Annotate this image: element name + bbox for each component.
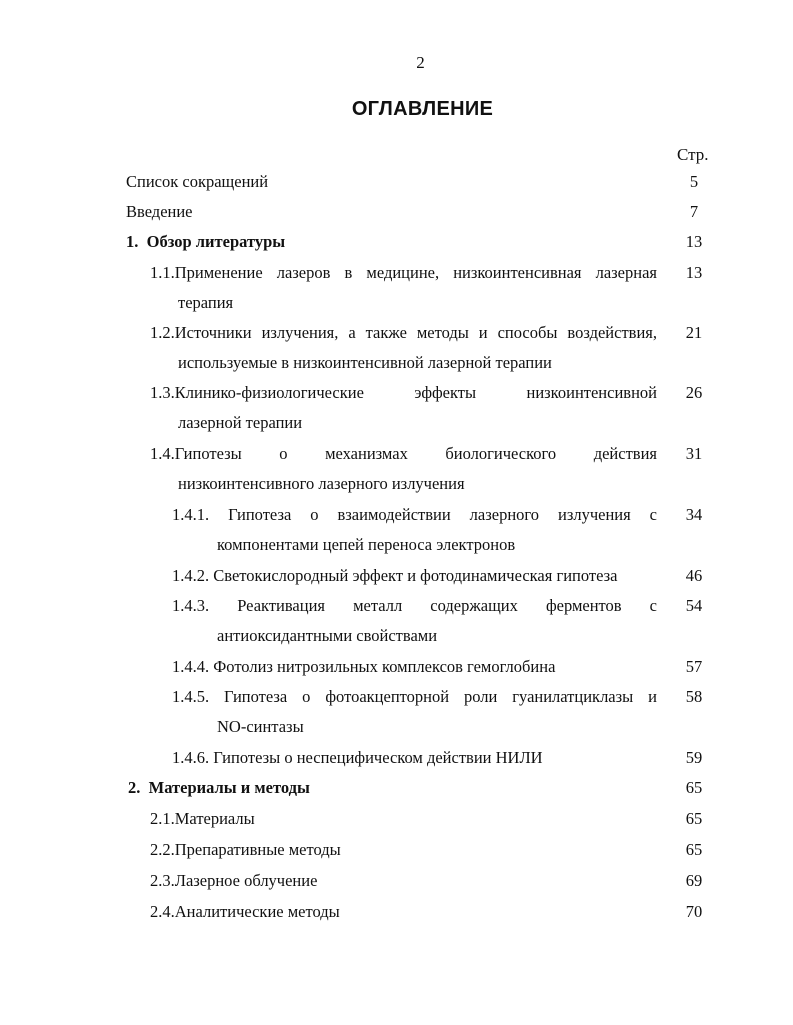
toc-entry-1-4-1[interactable]: [0, 500, 793, 560]
toc-entry-2-3[interactable]: [0, 866, 793, 896]
toc-entry-text-continued: компонентами цепей переноса электронов: [217, 535, 516, 554]
toc-entry-text: 1. Обзор литературы: [126, 232, 286, 251]
toc-entry-text: 2.3.Лазерное облучение: [150, 871, 318, 890]
toc-entry-text: Введение: [126, 202, 193, 221]
toc-entry-1-2[interactable]: [0, 318, 793, 378]
toc-entry-1-4-2[interactable]: [0, 561, 793, 591]
toc-entry-page: 7: [689, 202, 699, 221]
toc-entry-text-continued: NO-синтазы: [217, 717, 304, 736]
toc-entry-page: 34: [685, 505, 703, 524]
page-number: 2: [416, 53, 425, 72]
toc-entry-page: 69: [685, 871, 703, 890]
toc-entry-text: 1.1.Применение лазеров в медицине, низкоинтенсивная лазерная: [150, 263, 657, 282]
toc-entry-text: 1.2.Источники излучения, а также методы и способы воздействия,: [150, 323, 657, 342]
toc-entry-2-1[interactable]: [0, 804, 793, 834]
toc-entry-1-4-5[interactable]: [0, 682, 793, 742]
toc-entry-2-4[interactable]: [0, 897, 793, 927]
toc-entry-page: 70: [685, 902, 703, 921]
toc-entry-page: 5: [689, 172, 699, 191]
toc-entry-page: 31: [685, 444, 703, 463]
pages-column-header: Стр.: [677, 145, 709, 164]
toc-entry-text-continued: низкоинтенсивного лазерного излучения: [178, 474, 465, 493]
toc-entry-text: 1.4.4. Фотолиз нитрозильных комплексов гемоглобина: [172, 657, 556, 676]
toc-entry-text: 2.4.Аналитические методы: [150, 902, 340, 921]
toc-entry-page: 65: [685, 778, 703, 797]
toc-entry-text-continued: используемые в низкоинтенсивной лазерной терапии: [178, 353, 552, 372]
toc-entry-page: 13: [685, 263, 703, 282]
toc-entry-page: 46: [685, 566, 703, 585]
toc-entry-text: Список сокращений: [126, 172, 269, 191]
toc-entry-page: 58: [685, 687, 703, 706]
toc-entry-text: 2. Материалы и методы: [128, 778, 310, 797]
toc-entry-text: 1.4.5. Гипотеза о фотоакцепторной роли гуанилатциклазы и: [172, 687, 657, 706]
toc-entry-page: 13: [685, 232, 703, 251]
toc-entry-page: 65: [685, 809, 703, 828]
toc-entry-text: 1.3.Клинико-физиологические эффекты низкоинтенсивной: [150, 383, 657, 402]
toc-entry-chapter-1[interactable]: [0, 227, 793, 257]
toc-entry-page: 59: [685, 748, 703, 767]
toc-entry-page: 21: [685, 323, 703, 342]
toc-entry-text: 2.2.Препаративные методы: [150, 840, 341, 859]
toc-entry-1-1[interactable]: [0, 258, 793, 318]
toc-entry-chapter-2[interactable]: [0, 773, 793, 803]
toc-entry-introduction[interactable]: [0, 197, 793, 227]
toc-entry-1-4-6[interactable]: [0, 743, 793, 773]
toc-entry-page: 65: [685, 840, 703, 859]
toc-entry-page: 26: [685, 383, 703, 402]
toc-entry-page: 57: [685, 657, 703, 676]
toc-entry-text: 2.1.Материалы: [150, 809, 255, 828]
toc-entry-text: 1.4.1. Гипотеза о взаимодействии лазерного излучения с: [172, 505, 657, 524]
toc-entry-page: 54: [685, 596, 703, 615]
toc-entry-text-continued: терапия: [178, 293, 234, 312]
toc-entry-text: 1.4.6. Гипотезы о неспецифическом действии НИЛИ: [172, 748, 543, 767]
toc-entry-1-4[interactable]: [0, 439, 793, 499]
page-title: ОГЛАВЛЕНИЕ: [351, 98, 494, 120]
toc-entry-abbreviations[interactable]: [0, 167, 793, 197]
toc-entry-1-3[interactable]: [0, 378, 793, 438]
toc-entry-1-4-4[interactable]: [0, 652, 793, 682]
toc-entry-text: 1.4.2. Светокислородный эффект и фотодинамическая гипотеза: [172, 566, 618, 585]
toc-entry-2-2[interactable]: [0, 835, 793, 865]
toc-entry-text-continued: антиоксидантными свойствами: [217, 626, 438, 645]
toc-entry-text: 1.4.Гипотезы о механизмах биологического действия: [150, 444, 657, 463]
toc-entry-text: 1.4.3. Реактивация металл содержащих ферментов с: [172, 596, 657, 615]
toc-entry-text-continued: лазерной терапии: [178, 413, 303, 432]
toc-entry-1-4-3[interactable]: [0, 591, 793, 651]
